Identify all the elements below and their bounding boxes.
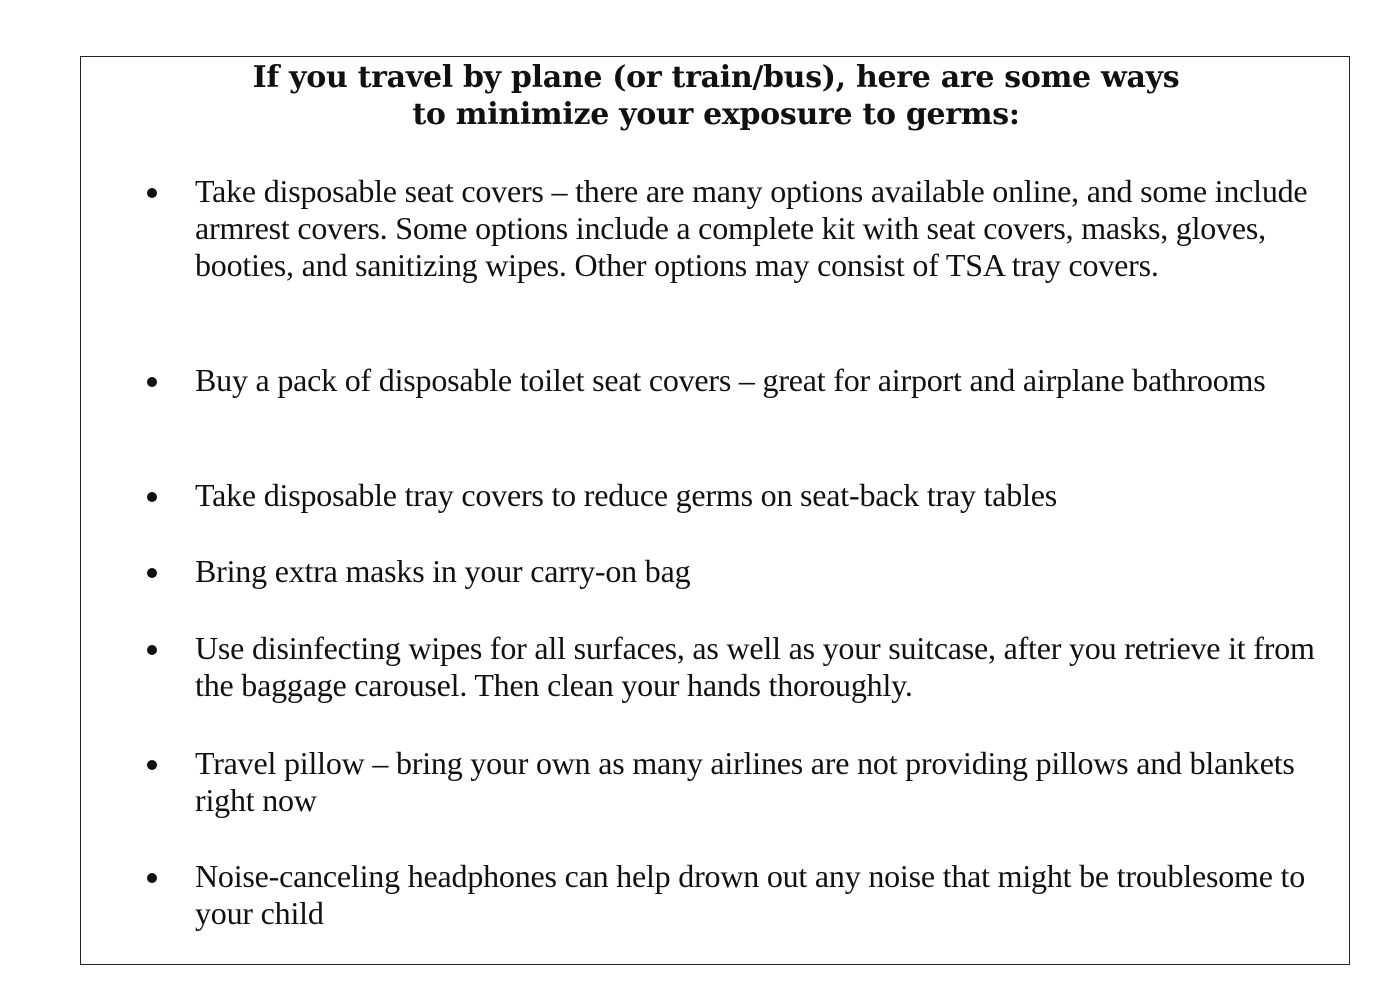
title-line-2: to minimize your exposure to germs:: [412, 97, 1020, 132]
bullet-dot: [147, 188, 157, 198]
tips-box: [80, 56, 1350, 965]
list-item-text: Take disposable seat covers – there are many options available online, and some include armrest covers. Some options include a complete kit with seat covers, masks, gloves, booties, and sanitizing wipes. Other options may consist of TSA tray covers.: [195, 173, 1308, 283]
bullet-dot: [147, 492, 157, 502]
bullet-dot: [147, 873, 157, 883]
list-item-text: Take disposable tray covers to reduce germs on seat-back tray tables: [195, 477, 1058, 513]
list-item-text: Travel pillow – bring your own as many airlines are not providing pillows and blankets right now: [195, 745, 1295, 818]
list-item-text: Use disinfecting wipes for all surfaces, as well as your suitcase, after you retrieve it from the baggage carousel. Then clean your hands thoroughly.: [195, 630, 1315, 703]
bullet-dot: [147, 760, 157, 770]
list-item-text: Bring extra masks in your carry-on bag: [195, 553, 691, 589]
bullet-dot: [147, 377, 157, 387]
box-title: [81, 59, 1351, 133]
bullet-dot: [147, 645, 157, 655]
list-item-text: Noise-canceling headphones can help drown out any noise that might be troublesome to your child: [195, 858, 1306, 931]
bullet-dot: [147, 568, 157, 578]
title-line-1: If you travel by plane (or train/bus), here are some ways: [252, 60, 1180, 95]
list-item-text: Buy a pack of disposable toilet seat covers – great for airport and airplane bathrooms: [195, 362, 1266, 398]
